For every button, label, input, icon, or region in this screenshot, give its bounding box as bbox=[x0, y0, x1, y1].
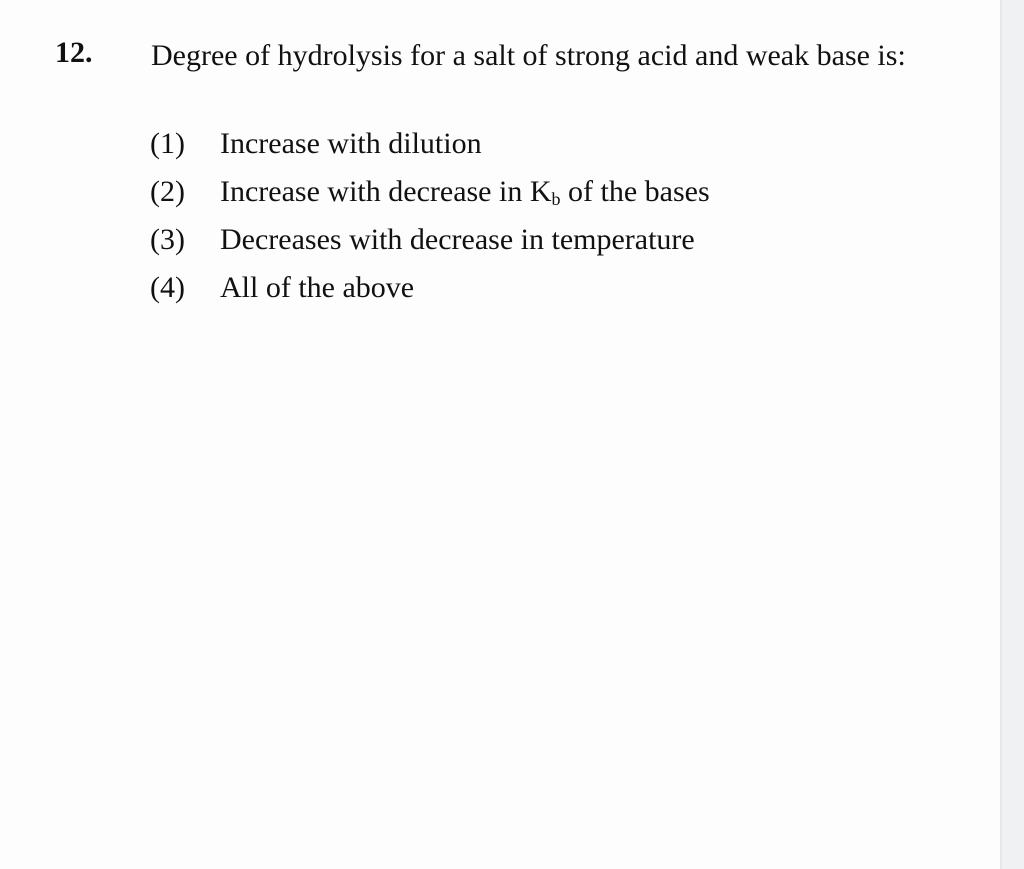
option-label: (3) bbox=[150, 223, 185, 256]
option-text: Increase with dilution bbox=[220, 127, 482, 160]
option-label: (4) bbox=[150, 271, 185, 304]
option-3 bbox=[150, 220, 710, 268]
kb-subscript: b bbox=[551, 189, 561, 209]
question-number: 12. bbox=[55, 36, 93, 69]
options-list bbox=[150, 124, 710, 316]
option-4 bbox=[150, 268, 710, 316]
option-text-part: of the bases bbox=[560, 175, 710, 208]
page-edge-strip bbox=[1000, 0, 1024, 869]
question-text: Degree of hydrolysis for a salt of strong acid and weak base is: bbox=[151, 39, 906, 72]
option-text bbox=[220, 172, 710, 219]
option-1 bbox=[150, 124, 710, 172]
option-2 bbox=[150, 172, 710, 220]
option-text: All of the above bbox=[220, 271, 415, 304]
option-text: Decreases with decrease in temperature bbox=[220, 223, 695, 256]
option-text-part: Increase with decrease in K bbox=[220, 175, 552, 208]
option-label: (2) bbox=[150, 175, 185, 208]
option-label: (1) bbox=[150, 127, 185, 160]
